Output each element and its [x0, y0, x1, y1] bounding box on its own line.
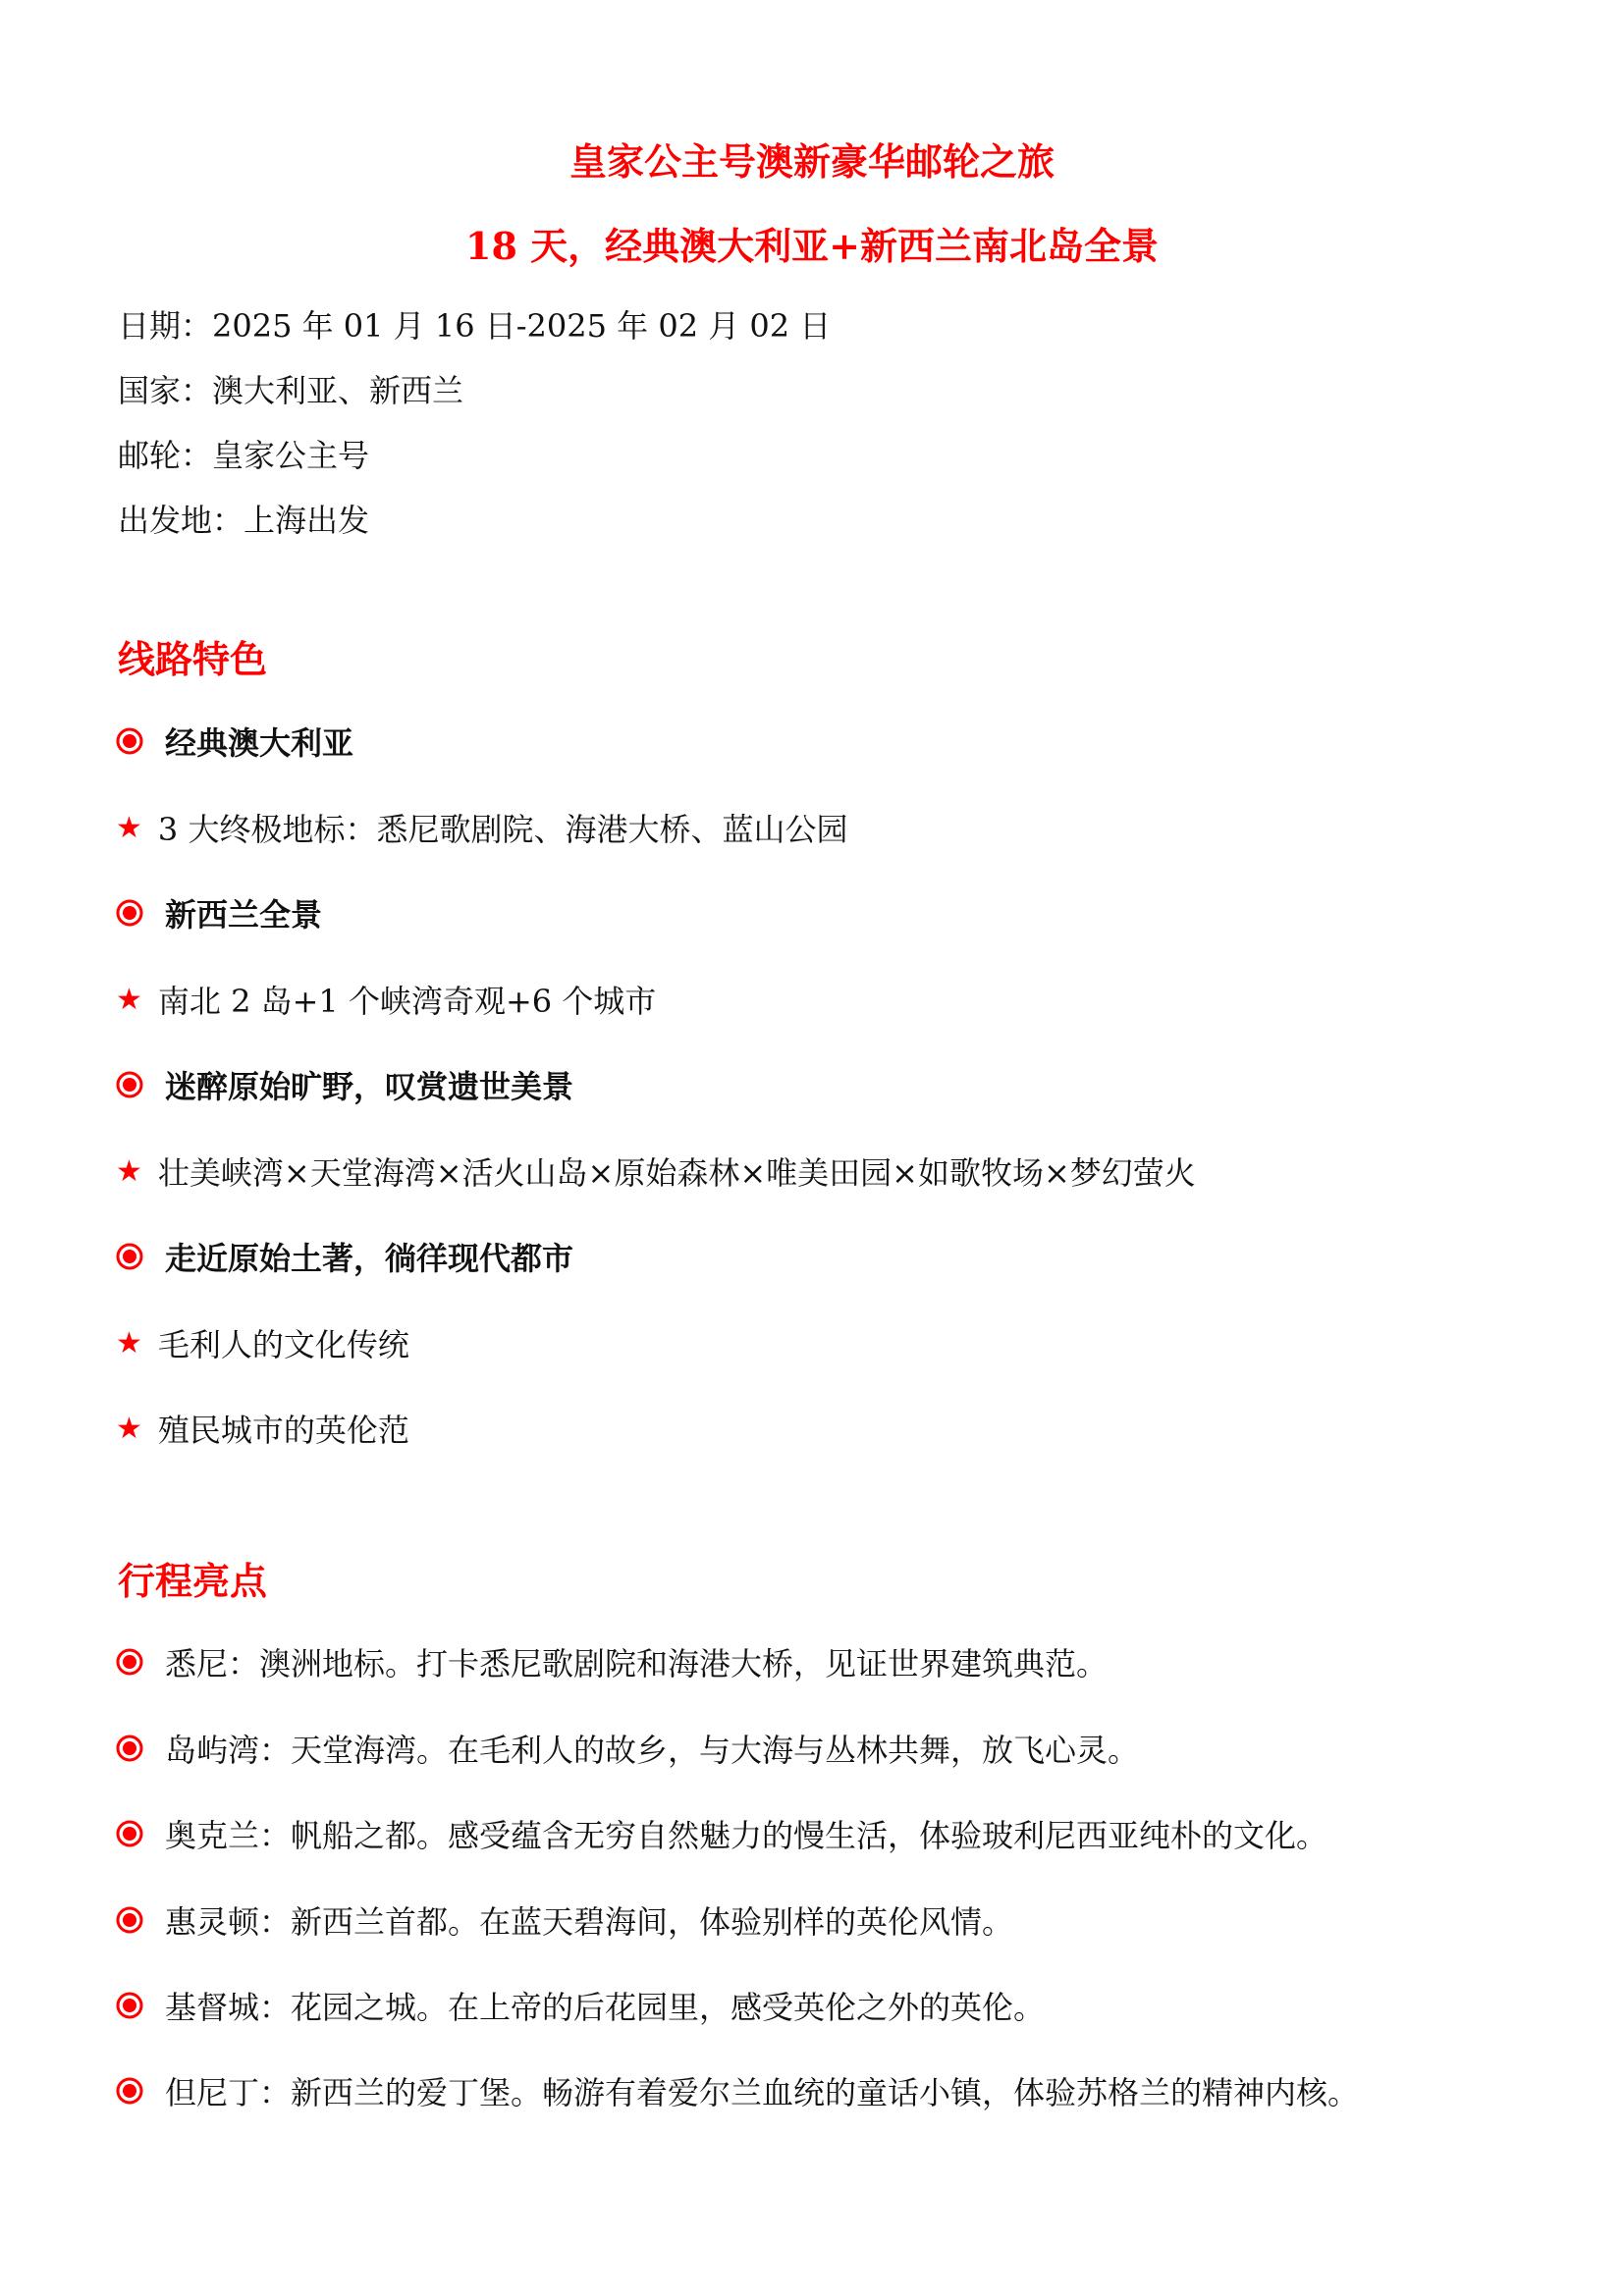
highlight-item — [116, 1726, 1139, 1771]
feature-item-text: 南北 2 岛+1 个峡湾奇观+6 个城市 — [157, 983, 657, 1020]
feature-group-culture — [116, 1234, 573, 1279]
feature-group-wilderness — [116, 1062, 573, 1107]
highlight-text: 岛屿湾：天堂海湾。在毛利人的故乡，与大海与丛林共舞，放飞心灵。 — [165, 1732, 1140, 1769]
feature-item-text: 殖民城市的英伦范 — [157, 1412, 409, 1449]
feature-item-text: 3 大终极地标：悉尼歌剧院、海港大桥、蓝山公园 — [157, 811, 848, 848]
feature-item — [116, 805, 847, 850]
red-circle-bullet-icon — [116, 727, 143, 755]
highlight-item — [116, 1897, 1013, 1943]
red-star-icon: ★ — [116, 1325, 142, 1361]
highlight-text: 悉尼：澳洲地标。打卡悉尼歌剧院和海港大桥，见证世界建筑典范。 — [165, 1645, 1109, 1682]
section-heading-features: 线路特色 — [118, 637, 268, 681]
highlight-item — [116, 1811, 1327, 1856]
feature-item-text: 壮美峡湾×天堂海湾×活火山岛×原始森林×唯美田园×如歌牧场×梦幻萤火 — [157, 1154, 1196, 1192]
highlight-item — [116, 1639, 1108, 1684]
info-ship: 邮轮：皇家公主号 — [118, 437, 370, 474]
highlight-item — [116, 1983, 1045, 2028]
highlight-item — [116, 2068, 1359, 2113]
red-star-icon: ★ — [116, 810, 142, 845]
red-circle-bullet-icon — [116, 899, 143, 927]
red-circle-bullet-icon — [116, 1071, 143, 1098]
feature-item-text: 毛利人的文化传统 — [157, 1326, 409, 1363]
info-date: 日期：2025 年 01 月 16 日-2025 年 02 月 02 日 — [118, 307, 832, 345]
red-circle-bullet-icon — [116, 1648, 143, 1676]
info-country: 国家：澳大利亚、新西兰 — [118, 372, 464, 409]
red-circle-bullet-icon — [116, 1906, 143, 1934]
feature-group-label: 迷醉原始旷野，叹赏遗世美景 — [165, 1068, 574, 1105]
red-star-icon: ★ — [116, 1153, 142, 1189]
highlight-text: 基督城：花园之城。在上帝的后花园里，感受英伦之外的英伦。 — [165, 1989, 1046, 2026]
document-title: 皇家公主号澳新豪华邮轮之旅 — [568, 139, 1055, 184]
feature-item — [116, 1406, 409, 1451]
red-star-icon: ★ — [116, 982, 142, 1017]
feature-group-australia — [116, 719, 353, 764]
document-subtitle: 18 天，经典澳大利亚+新西兰南北岛全景 — [465, 224, 1159, 268]
red-circle-bullet-icon — [116, 1992, 143, 2019]
red-circle-bullet-icon — [116, 1243, 143, 1270]
highlight-text: 奥克兰：帆船之都。感受蕴含无穷自然魅力的慢生活，体验玻利尼西亚纯朴的文化。 — [165, 1817, 1328, 1854]
feature-group-newzealand — [116, 890, 322, 935]
feature-item — [116, 1148, 1196, 1194]
highlight-text: 惠灵顿：新西兰首都。在蓝天碧海间，体验别样的英伦风情。 — [165, 1903, 1014, 1941]
section-heading-highlights: 行程亮点 — [118, 1559, 268, 1603]
feature-group-label: 走近原始土著，徜徉现代都市 — [165, 1240, 574, 1277]
red-star-icon: ★ — [116, 1411, 142, 1446]
red-circle-bullet-icon — [116, 1735, 143, 1762]
red-circle-bullet-icon — [116, 1820, 143, 1847]
feature-item — [116, 977, 656, 1022]
feature-item — [116, 1320, 409, 1365]
info-departure: 出发地：上海出发 — [118, 502, 370, 539]
feature-group-label: 新西兰全景 — [165, 896, 323, 934]
highlight-text: 但尼丁：新西兰的爱丁堡。畅游有着爱尔兰血统的童话小镇，体验苏格兰的精神内核。 — [165, 2074, 1360, 2111]
feature-group-label: 经典澳大利亚 — [165, 724, 354, 762]
red-circle-bullet-icon — [116, 2077, 143, 2105]
